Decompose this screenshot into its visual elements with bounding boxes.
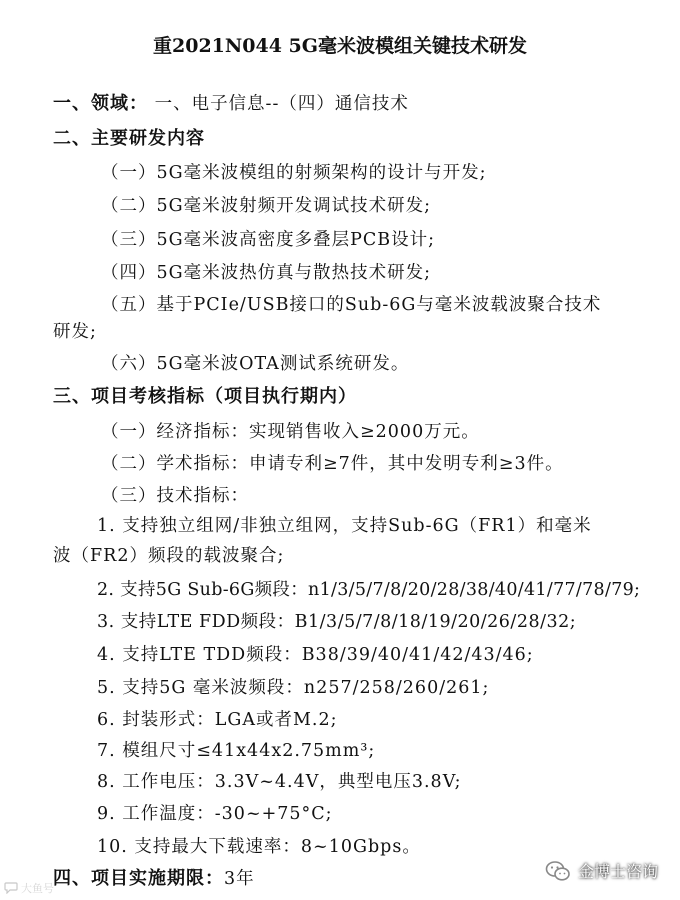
research-item: （一）5G毫米波模组的射频架构的设计与开发; xyxy=(101,163,487,183)
period-heading: 四、项目实施期限： xyxy=(53,868,224,889)
technical-item: 1. 支持独立组网/非独立组网，支持Sub-6G（FR1）和毫米 xyxy=(97,516,592,536)
technical-item: 10. 支持最大下载速率：8~10Gbps。 xyxy=(97,837,421,857)
technical-item-continuation: 波（FR2）频段的载波聚合; xyxy=(53,546,285,566)
domain-line xyxy=(53,92,660,116)
watermark-right-text: 金博士咨询 xyxy=(577,862,658,881)
research-item-continuation: 研发; xyxy=(53,322,97,342)
domain-text: 一、电子信息--（四）通信技术 xyxy=(148,94,409,114)
technical-item: 9. 工作温度：-30~+75°C; xyxy=(97,804,333,824)
domain-heading: 一、领域： xyxy=(53,93,148,114)
technical-item: 2. 支持5G Sub-6G频段：n1/3/5/7/8/20/28/38/40/41/77/78/79; xyxy=(97,580,641,600)
watermark-right xyxy=(545,859,658,882)
watermark-left-text: 大鱼号 xyxy=(21,882,54,895)
technical-item: 6. 封装形式：LGA或者M.2; xyxy=(97,710,338,730)
watermark-left xyxy=(4,880,54,896)
speech-bubble-icon xyxy=(4,882,18,894)
research-item: （二）5G毫米波射频开发调试技术研发; xyxy=(101,196,432,216)
period-text: 3年 xyxy=(224,869,255,889)
technical-item: 5. 支持5G 毫米波频段：n257/258/260/261; xyxy=(97,678,490,698)
research-item: （三）5G毫米波高密度多叠层PCB设计; xyxy=(101,230,436,250)
research-item: （六）5G毫米波OTA测试系统研发。 xyxy=(101,354,410,374)
technical-item: 8. 工作电压：3.3V~4.4V，典型电压3.8V; xyxy=(97,772,462,792)
wechat-icon xyxy=(545,860,571,882)
document-title: 重2021N044 5G毫米波模组关键技术研发 xyxy=(153,35,527,57)
technical-item: 4. 支持LTE TDD频段：B38/39/40/41/42/43/46; xyxy=(97,645,534,665)
academic-indicator: （二）学术指标：申请专利≥7件，其中发明专利≥3件。 xyxy=(101,454,564,474)
research-item: （五）基于PCIe/USB接口的Sub-6G与毫米波载波聚合技术 xyxy=(101,295,602,315)
technical-item: 7. 模组尺寸≤41x44x2.75mm³; xyxy=(97,741,376,761)
economic-indicator: （一）经济指标：实现销售收入≥2000万元。 xyxy=(101,422,480,442)
technical-item: 3. 支持LTE FDD频段：B1/3/5/7/8/18/19/20/26/28/32; xyxy=(97,612,577,632)
research-item: （四）5G毫米波热仿真与散热技术研发; xyxy=(101,263,432,283)
indicators-heading: 三、项目考核指标（项目执行期内） xyxy=(53,386,357,407)
technical-indicator-heading: （三）技术指标： xyxy=(101,486,249,506)
research-heading: 二、主要研发内容 xyxy=(53,128,205,149)
